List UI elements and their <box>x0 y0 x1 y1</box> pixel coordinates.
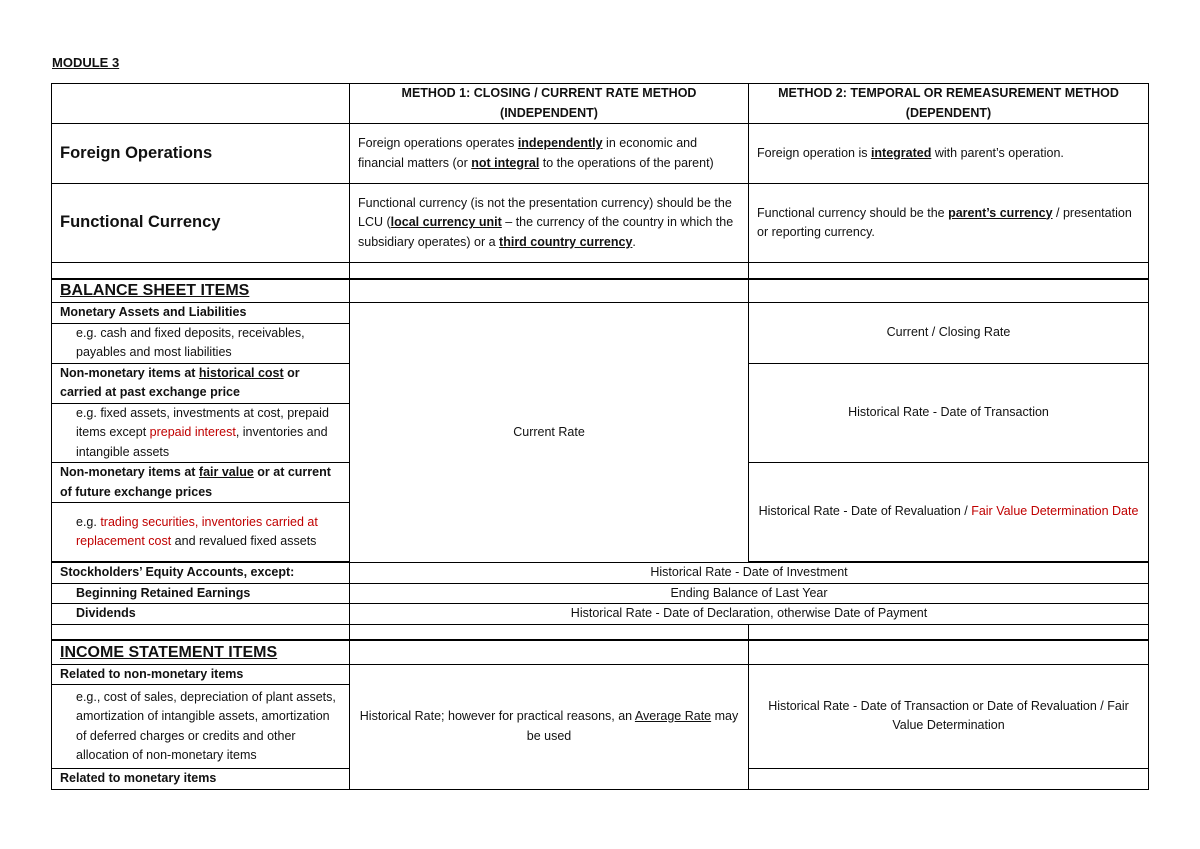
balance-sheet-title: BALANCE SHEET ITEMS <box>52 279 350 303</box>
dividends-row <box>52 604 1149 625</box>
monetary-label: Monetary Assets and Liabilities <box>52 303 350 324</box>
keyword: independently <box>517 136 603 150</box>
text: with parent’s operation. <box>931 145 1064 160</box>
highlight-text: prepaid interest <box>149 425 236 439</box>
text: or carried at past exchange price <box>60 365 300 399</box>
nonmonetary-fair-example <box>52 503 350 562</box>
keyword: integrated <box>870 145 932 160</box>
is-nonmonetary-example: e.g., cost of sales, depreciation of plant assets, amortization of intangible assets, amortization of deferred charges or credits and other allocation of non-monetary items <box>52 685 350 769</box>
text: Non-monetary items at <box>60 465 199 479</box>
text: may be used <box>526 709 739 743</box>
text: e.g. <box>76 514 101 529</box>
text: Functional currency (is not the presentation currency) should be the LCU ( <box>358 195 732 230</box>
current-rate-cell: Current Rate <box>350 303 749 563</box>
keyword: Average Rate <box>634 709 712 723</box>
text: or at current of future exchange prices <box>60 465 331 499</box>
empty-cell <box>749 279 1149 303</box>
keyword: historical cost <box>198 365 284 380</box>
text: / presentation or reporting currency. <box>757 205 1132 239</box>
keyword: parent’s currency <box>948 205 1053 220</box>
method1-header <box>350 84 749 124</box>
functional-currency-row <box>52 184 1149 263</box>
text: . <box>632 234 636 249</box>
equity-value: Historical Rate - Date of Investment <box>350 563 1149 584</box>
balance-sheet-title-row <box>52 279 1149 303</box>
nonmonetary-fair-label <box>52 463 350 503</box>
spacer-row <box>52 263 1149 279</box>
text: to the operations of the parent) <box>539 155 714 170</box>
empty-cell <box>350 279 749 303</box>
empty-cell <box>350 624 749 640</box>
text: and revalued fixed assets <box>171 534 317 548</box>
nonmonetary-hist-label <box>52 363 350 403</box>
translation-methods-table <box>51 83 1149 790</box>
text: Non-monetary items at <box>60 365 199 380</box>
monetary-example: e.g. cash and fixed deposits, receivables, payables and most liabilities <box>52 323 350 363</box>
dividends-label: Dividends <box>52 604 350 625</box>
retained-earnings-label: Beginning Retained Earnings <box>52 583 350 604</box>
text: e.g. fixed assets, investments at cost, prepaid items except <box>76 405 329 439</box>
module-title: MODULE 3 <box>52 55 120 70</box>
text: in economic and financial matters (or <box>358 136 698 170</box>
empty-cell <box>350 263 749 279</box>
foreign-operations-method1 <box>350 124 749 184</box>
header-row <box>52 84 1149 124</box>
method2-title: METHOD 2: TEMPORAL OR REMEASUREMENT METHOD <box>778 86 1119 100</box>
foreign-operations-row <box>52 124 1149 184</box>
highlight-text: Fair Value Determination Date <box>971 504 1139 519</box>
nonmonetary-hist-example <box>52 403 350 463</box>
is-method1 <box>350 664 749 789</box>
monetary-method2: Current / Closing Rate <box>749 303 1149 364</box>
empty-cell <box>52 263 350 279</box>
text: , inventories and intangible assets <box>76 425 328 459</box>
empty-cell <box>350 640 749 664</box>
spacer-row <box>52 624 1149 640</box>
header-empty-cell <box>52 84 350 124</box>
nonmonetary-hist-method2: Historical Rate - Date of Transaction <box>749 363 1149 463</box>
empty-cell <box>749 624 1149 640</box>
functional-currency-method1 <box>350 184 749 263</box>
keyword: third country currency <box>499 234 633 249</box>
text: – the currency of the country in which the subsidiary operates) or a <box>358 215 734 249</box>
retained-earnings-row <box>52 583 1149 604</box>
equity-label: Stockholders’ Equity Accounts, except: <box>52 563 350 584</box>
keyword: local currency unit <box>390 215 502 230</box>
empty-cell <box>749 640 1149 664</box>
method2-subtitle: (DEPENDENT) <box>905 105 992 120</box>
income-statement-title: INCOME STATEMENT ITEMS <box>52 640 350 664</box>
monetary-row <box>52 303 1149 324</box>
equity-row <box>52 563 1149 584</box>
is-nonmonetary-label: Related to non-monetary items <box>52 664 350 685</box>
nonmonetary-fair-method2 <box>749 463 1149 562</box>
dividends-value: Historical Rate - Date of Declaration, otherwise Date of Payment <box>350 604 1149 625</box>
highlight-text: trading securities, inventories carried at replacement cost <box>76 514 318 548</box>
empty-cell <box>749 263 1149 279</box>
is-method2: Historical Rate - Date of Transaction or Date of Revaluation / Fair Value Determination <box>749 664 1149 769</box>
foreign-operations-method2 <box>749 124 1149 184</box>
text: Historical Rate; however for practical reasons, an <box>359 709 635 723</box>
text: Foreign operation is <box>757 145 871 160</box>
is-monetary-label: Related to monetary items <box>52 769 350 790</box>
retained-earnings-value: Ending Balance of Last Year <box>350 583 1149 604</box>
text: Historical Rate - Date of Revaluation / <box>758 504 972 519</box>
income-statement-title-row <box>52 640 1149 664</box>
foreign-operations-label: Foreign Operations <box>52 124 350 184</box>
text: Foreign operations operates <box>358 136 518 150</box>
keyword: not integral <box>471 155 540 170</box>
is-nonmonetary-row <box>52 664 1149 685</box>
text: Functional currency should be the <box>757 205 949 220</box>
empty-cell <box>52 624 350 640</box>
functional-currency-label: Functional Currency <box>52 184 350 263</box>
method1-title: METHOD 1: CLOSING / CURRENT RATE METHOD <box>401 86 697 100</box>
method2-header <box>749 84 1149 124</box>
method1-subtitle: (INDEPENDENT) <box>500 105 598 120</box>
keyword: fair value <box>198 465 254 479</box>
functional-currency-method2 <box>749 184 1149 263</box>
empty-cell <box>749 769 1149 790</box>
